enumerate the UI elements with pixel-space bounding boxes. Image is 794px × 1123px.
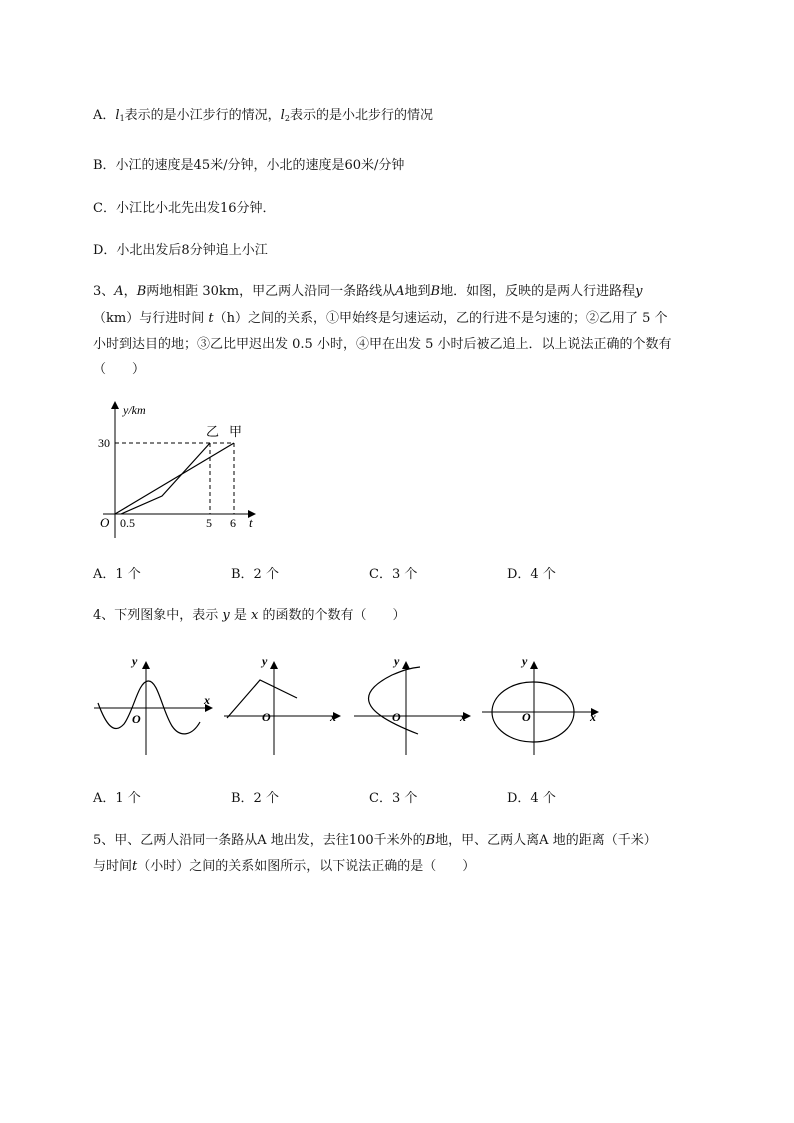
- svg-text:O: O: [522, 710, 531, 724]
- svg-text:x: x: [590, 710, 596, 724]
- q4-option-c: C．3 个: [369, 791, 418, 806]
- svg-text:O: O: [132, 712, 141, 726]
- q2-option-d: D．小北出发后8分钟追上小江: [93, 243, 268, 258]
- q3-stem-line2: （km）与行进时间 t（h）之间的关系，①甲始终是匀速运动，乙的行进不是匀速的；②乙用了 5 个: [93, 311, 668, 326]
- q3-option-a: A．1 个: [93, 567, 141, 582]
- q3-distance-time-graph: [95, 396, 270, 544]
- svg-text:O: O: [262, 710, 271, 724]
- svg-text:x: x: [330, 710, 336, 724]
- q3-option-d: D．4 个: [507, 567, 556, 582]
- q3-label-jia: 甲: [229, 424, 243, 439]
- q3-origin: O: [100, 515, 110, 530]
- q4-option-d: D．4 个: [507, 791, 556, 806]
- q3-stem-line1: 3、A，B两地相距 30km，甲乙两人沿同一条路线从A地到B地．如图，反映的是两人行进路程y: [93, 284, 643, 299]
- q3-label-yi: 乙: [206, 424, 220, 439]
- q3-y-tick-30: 30: [98, 436, 110, 450]
- q3-x-tick-0-5: 0.5: [120, 516, 135, 530]
- q3-option-b: B．2 个: [231, 567, 279, 582]
- svg-text:x: x: [204, 693, 210, 707]
- q3-stem-line3: 小时到达目的地；③乙比甲迟出发 0.5 小时，④甲在出发 5 小时后被乙追上．以上说法正确的个数有: [93, 337, 672, 352]
- q5-stem-line1: 5、甲、乙两人沿同一条路从A 地出发，去往100千米外的B地，甲、乙两人离A 地的距离（千米）: [93, 833, 657, 848]
- q4-graph-3-parabola: [352, 650, 477, 760]
- q3-line-jia: [115, 443, 234, 514]
- svg-text:x: x: [460, 710, 466, 724]
- q4-graph-1-sine: [92, 650, 222, 760]
- svg-text:y: y: [262, 654, 268, 668]
- q4-stem: 4、下列图象中，表示 y 是 x 的函数的个数有（ ）: [93, 608, 406, 623]
- svg-text:y: y: [522, 654, 528, 668]
- q2-option-c: C．小江比小北先出发16分钟．: [93, 201, 276, 216]
- q2-option-a: A．$l_1$表示的是小江步行的情况，$l_2$表示的是小北步行的情况: [93, 108, 433, 123]
- q3-t-label: t: [249, 515, 253, 530]
- svg-text:y: y: [394, 654, 400, 668]
- q4-graph-2-broken-line: [222, 650, 347, 760]
- q3-line-yi: [121, 443, 210, 514]
- q3-stem-line4: （ ）: [93, 362, 146, 377]
- q4-graph-4-ellipse: [480, 650, 605, 760]
- q3-y-label: y/km: [123, 403, 146, 417]
- q3-x-tick-5: 5: [206, 516, 212, 530]
- q3-x-tick-6: 6: [230, 516, 236, 530]
- svg-text:y: y: [132, 654, 138, 668]
- q4-option-a: A．1 个: [93, 791, 141, 806]
- q4-option-b: B．2 个: [231, 791, 279, 806]
- q5-stem-line2: 与时间t（小时）之间的关系如图所示，以下说法正确的是（ ）: [93, 859, 476, 874]
- q3-option-c: C．3 个: [369, 567, 418, 582]
- q2-option-b: B．小江的速度是45米/分钟，小北的速度是60米/分钟: [93, 158, 405, 173]
- svg-text:O: O: [392, 710, 401, 724]
